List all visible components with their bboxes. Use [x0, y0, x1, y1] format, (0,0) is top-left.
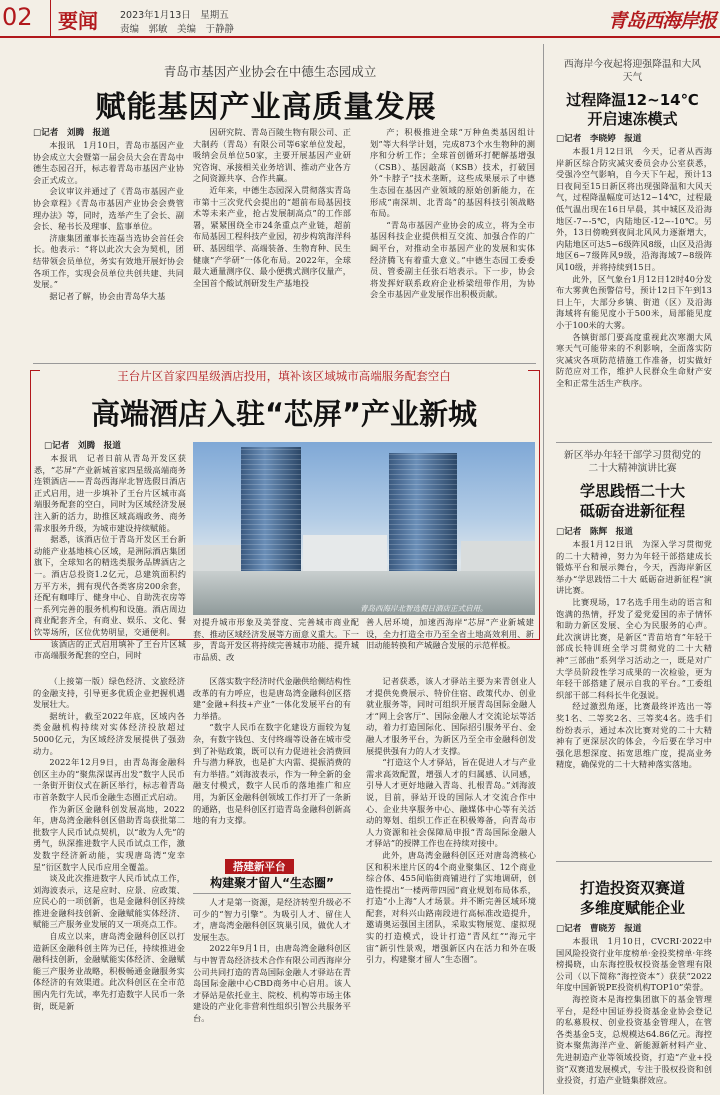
weather-byline: □记者 李晓婷 报道 [556, 134, 642, 144]
finance-subhead-rule [193, 893, 351, 894]
hotel-body-b2: 善人居环境，加速西海岸“芯屏”产业新城建设，全力打造全市乃至全省土地高效利用、新旧动能转换和产城融合发展的示范样板。 [366, 617, 534, 651]
finance-col3 [366, 676, 536, 1091]
paragraph: 会议审议并通过了《青岛市基因产业协会章程》《青岛市基因产业协会会费管理办法》等，同时，选举产生了会长、副会长、秘书长及理事、监事单位。 [33, 186, 184, 232]
page-editors: 责编 郭敏 美编 于静静 [120, 24, 235, 35]
article1-kicker: 青岛市基因产业协会在中德生态园成立 [163, 64, 377, 79]
investment-byline: □记者 曹晓芳 报道 [556, 924, 642, 934]
paragraph: “数字人民币在数字化建设方面较为复杂，有数字钱包、支付终端等设备在城市受到了补贴政策，既可以有力促进社会消费回升与潜力释放，也是扩大内需、提振消费的有力举措。”刘海波表示，作为一种全新的金融支付模式，数字人民币的落地推广和应用，为新区金融科创领域工作打开了一条新的通路，也是科创区打造青岛金融科创新高地的有力支撑。 [193, 722, 351, 826]
investment-body [556, 936, 712, 1087]
paragraph: 自成立以来，唐岛湾金融科创区以打造新区金融科创主阵为已任，持续推进金融科技创新，金融赋能实体经济、金融赋能三产服务业战略，积极畅通金融服务实体经济的有效渠道。此次科创区在全市范围内先行先试，率先打造数字人民币一条街，既是新 [33, 931, 185, 1011]
youth-body [556, 539, 712, 771]
header-rule [0, 36, 720, 38]
paragraph: “青岛市基因产业协会的成立，将为全市基因科技企业提供相互交流、加强合作的广阔平台，对推动全市基因产业的发展和实体经济腾飞有着重大意义。”中德生态园工委委员、管委副主任张石培表示。下一步，协会将发挥好联系政府企业桥梁纽带作用，为协会全市基因产业发展作出积极贡献。 [370, 219, 535, 300]
paragraph: 产；积极推进全球“万种鱼类基因组计划”等大科学计划，完成873个水生物种的测序和分析工作；全球首创循环打靶解基增强（CSB）、基因敲高（KSB）技术，打破国外“卡脖子”技术垄断，这些成果展示了中德生态园在基因产业领域的原始创新能力，在形成“南深圳、北青岛”的基因科技引领战略布局。 [370, 127, 535, 219]
paragraph: 比赛现场，17名选手用生动的语言和饱满的热情，抒发了爱党爱国的赤子情怀和助力新区发展、全心为民服务的心声。此次演讲比赛，是新区“青苗培育”年轻干部成长特训班全学习贯彻党的二十大精神“三部曲”系列学习活动之一，既是对广大学员阶段性学习成果的一次检验，更为年轻干部搭建了展示自我的平台。”工委组织部干部二科科长牛化强说。 [556, 596, 712, 700]
hotel-headline: 高端酒店入驻“芯屏”产业新城 [90, 397, 478, 431]
article1-divider [33, 363, 536, 364]
finance-col3-text [366, 676, 536, 966]
hotel-body-left [34, 453, 186, 662]
paragraph: 该酒店的正式启用填补了王台片区城市高端服务配套的空白，同时 [34, 638, 186, 661]
section-title: 要闻 [58, 9, 98, 33]
article1-headline: 赋能基因产业高质量发展 [95, 90, 437, 125]
investment-headline-2: 多维度赋能企业 [579, 899, 685, 917]
paragraph: 记者获悉，该人才驿站主要为来青创业人才提供免费展示、特价住宿、政策代办、创业就业服务等，同时可组织开展青岛国际金融人才“网上会客厅”、国际金融人才交流论坛等活动，着力打造国际化、国际招引服务平台、金融人才服务平台，为新区乃至全市金融科创发展提供强有力的人才支撑。 [366, 676, 536, 756]
finance-col1-text [33, 676, 185, 1012]
finance-col2-text [193, 676, 351, 827]
finance-subhead-title: 构建聚才留人“生态圈” [210, 876, 334, 890]
paragraph: 谈及此次推进数字人民币试点工作，刘海波表示，这是应时、应景、应政策、应民心的一项创新，也是金融科创区持续推进金融科技创新、金融赋能实体经济、赋能三产服务业发展的又一项亮点工作。 [33, 873, 185, 930]
weather-body [556, 146, 712, 389]
investment-headline-1: 打造投资双赛道 [579, 879, 685, 897]
paragraph: 据记者了解，协会由青岛华大基 [49, 290, 166, 301]
article1-col2-text [193, 127, 351, 289]
paragraph: 2022年9月1日，由唐岛湾金融科创区与中智青岛经济技术合作有限公司西海岸分公司共同打造的青岛国际金融人才驿站在青岛国际金融中心CBD商务中心启用。该人才驿站是依托业主、院校、机构等市场主体建设的产业化非营利性组织引智公共服务平台。 [193, 943, 351, 1023]
hotel-byline: □记者 刘腾 报道 [44, 441, 121, 451]
paragraph: 本报1月12日讯 今天，记者从西海岸新区综合防灾减灾委员会办公室获悉，受强冷空气影响，自今天下午起，预计13日夜间至15日新区将出现强降温和大风天气，过程降温幅度可达12~14℃，过程最低气温出现在16日早晨，其中城区及沿海地区-7~-5℃，内陆地区-12~-10℃。另外，13日傍晚到夜间北风风力逐渐增大，内陆地区可达5~6级阵风8级，山区及沿海地区6~7级阵风9级，沿海海域7~8级阵风10级，并将持续到15日。 [556, 146, 712, 272]
youth-kicker: 新区举办年轻干部学习贯彻党的二十大精神演讲比赛 [563, 450, 702, 474]
paragraph: 区落实数字经济时代金融供给侧结构性改革的有力呼应，也是唐岛湾金融科创区搭建“金融+科技+产业”一体化发展平台的有力举措。 [193, 676, 351, 721]
paragraph: 据悉，该酒店位于青岛开发区王台新动能产业基地核心区域，是洲际酒店集团旗下，全球知名的精选类服务品牌酒店之一。酒店总投资1.2亿元，总建筑面积约万平方米，拥有现代各类客房200余套，还配有咖啡厅、健身中心、自助洗衣房等一系列完善的服务机构和设施。酒店周边商业配套齐全，有商业、娱乐、文化、餐饮等场所，区位优势明显，交通便利。 [34, 534, 186, 637]
article1-col3 [370, 127, 535, 360]
weather-kicker: 西海岸今夜起将迎强降温和大风天气 [563, 59, 702, 83]
weather-headline-2: 开启速冻模式 [587, 110, 678, 128]
finance-col2b [193, 897, 351, 1091]
finance-col2b-text [193, 897, 351, 1025]
finance-col2 [193, 676, 351, 852]
paragraph: 作为新区金融科创发展高地，2022年，唐岛湾金融科创区借助青岛获批第二批数字人民币试点契机，以“敢为人先”的勇气，纵深推进数字人民币试点工作，激发数字经济新动能，实现唐岛湾“宠幸星”衍区数字人民币应用全覆盖。 [33, 803, 185, 872]
paragraph: 近年来，中德生态园深入贯彻落实青岛市第十三次党代会提出的“超前布局基因技术等未来产业，抢占发展制高点”的工作部署，紧紧围绕全市24条重点产业链，超前布局基因工程科技产业园，初步构筑海洋科研、基因组学、高端装备、生物育种、民生健康“产学研”一体化布局。2022年，全球最大通量测序仪、最小便携式测序仪量产，全国首个酸试剂研发生产基地投 [193, 184, 351, 288]
paragraph: 本报讯 1月10日，CVCRI·2022中国风险投资行业年度榜单·金投奖榜单·年终榜揭晓，山东海控股权投资基金管理有限公司（以下简称“海控资本”）获获“2022年度中国新锐PE投资机构TOP10”荣誉。 [556, 936, 712, 993]
paragraph: 据统计，截至2022年底，区域内各类金融机构持续对实体经济投放超过5000亿元，为区域经济发展提供了强劲动力。 [33, 710, 185, 756]
hotel-col-b2 [366, 617, 534, 651]
paragraph: 本报讯 记者日前从青岛开发区获悉，“芯屏”产业新城首家四星级高端商务连锁酒店——青岛西海岸北智选假日酒店正式启用，进一步填补了王台片区城市高端服务配套的空白，同时为区域经济发展注入新的活力，助推区域高端政务、商务需求服务升级，为城市建设持续赋能。 [34, 453, 186, 533]
article1-col3-text [370, 127, 535, 301]
hotel-kicker: 王台片区首家四星级酒店投用，填补该区域城市高端服务配套空白 [40, 368, 528, 384]
paragraph: 本报1月12日讯 为深入学习贯彻党的二十大精神，努力为年轻干部搭建成长锻炼平台和展示舞台，今天，西海岸新区举办“学思践悟二十大 砥砺奋进新征程”演讲比赛。 [556, 539, 712, 596]
article1-col1 [33, 140, 184, 360]
paragraph: 此外，区气象台1月12日12时40分发布大雾黄色预警信号，预计12日下午到13日上午，大部分乡镇、街道（区）及沿海海域将有能见度小于500米，局部能见度小于100米的大雾。 [556, 273, 712, 330]
investment-col [556, 936, 712, 1093]
finance-subhead-red: 搭建新平台 [225, 859, 294, 874]
paragraph: 各镇街部门要高度重视此次寒潮大风寒天气可能带来的不利影响，全面落实防灾减灾各项防范措施工作准备，切实做好防范应对工作，维护人民群众生命财产安全和正常生活生产秩序。 [556, 331, 712, 388]
paragraph: 本报讯 1月10日，青岛市基因产业协会成立大会暨第一届会员大会在青岛中德生态园召开，标志着青岛市基因产业协会正式成立。 [33, 140, 184, 185]
page-number: 02 [2, 3, 33, 31]
youth-divider [556, 861, 712, 862]
article1-byline: □记者 刘腾 报道 [33, 128, 110, 138]
hotel-photo [193, 442, 535, 615]
hotel-col-b1 [193, 617, 359, 662]
article1-col2 [193, 127, 351, 360]
paragraph: （上接第一版）绿色经济、文旅经济的金融支持，引导更多优质企业把握机遇发展壮大。 [33, 676, 185, 710]
paragraph: 因研究院、青岛百陵生物有限公司、正大制药（青岛）有限公司等6家单位发起，吸纳会员单位50家，主要开展基因产业研究咨询、承接相关业务培训、推动产业各方之间资源共享、合作共赢。 [193, 127, 351, 184]
masthead-logo: 青岛西海岸报 [608, 10, 717, 32]
article1-col1-text [33, 140, 184, 302]
weather-col [556, 146, 712, 436]
paragraph: 人才是第一资源，是经济转型升级必不可少的“智力引擎”。为吸引人才、留住人才，唐岛湾金融科创区筑巢引凤，做优人才发展生态。 [193, 897, 351, 942]
youth-headline-1: 学思践悟二十大 [579, 482, 685, 500]
issue-date: 2023年1月13日 星期五 [120, 10, 229, 21]
weather-headline-1: 过程降温12~14℃ [566, 91, 699, 109]
weather-divider [556, 442, 712, 443]
youth-byline: □记者 陈辉 报道 [556, 527, 633, 537]
youth-col [556, 539, 712, 857]
finance-col1 [33, 676, 185, 1091]
paragraph: 济康集团董事长连磊当选协会首任会长。他表示：“将以此次大会为契机，团结带领会员单位，务实有效地开展好协会各项工作，实现会员单位共创共建、共同发展。” [33, 232, 184, 290]
youth-headline-2: 砥砺奋进新征程 [579, 502, 685, 520]
paragraph: “打造这个人才驿站，旨在促进人才与产业需求高效配置，增强人才的归属感、认同感，引导人才更好地融入青岛、扎根青岛。”刘海波说，目前，驿站开设的国际人才交流合作中心、企业共享服务中心、融媒体中心等有关活动的筹划、组织工作正在积极筹备，向青岛市人力资源和社会保障局申报“青岛国际金融人才驿站”的授牌工作也在持续对接中。 [366, 757, 536, 849]
paragraph: 经过激烈角逐，比赛最终评选出一等奖1名、二等奖2名、三等奖4名。选手们纷纷表示，通过本次比赛对党的二十大精神有了更深层次的体会，今后要在学习中强化思想深度、拓宽思维广度，提高业务精度，确保党的二十大精神落实落地。 [556, 701, 712, 770]
hotel-body-b1: 对提升城市形象及美誉度、完善城市商业配套、推动区域经济发展等方面意义重大。下一步，青岛开发区将持续完善城市功能、提升城市品质、改 [193, 617, 359, 662]
paragraph: 此外，唐岛湾金融科创区还对唐岛湾核心区和积米崖片区的4个商业聚集区、12个商业综合体、455间临街商铺进行了实地调研，创造性提出“一楼两带四园”商业规划布局体系，打造“小上海”人才场景。并不断完善区域环境配套，对科兴山路南段进行高标准改造提升，邀请奥运强国主团队，采取实物展览、虚拟现实的打造模式，设计打造“青风红”“海元宇宙”新引性景观，增强新区内在活力和外在吸引力，构建聚才留人“生态圈”。 [366, 849, 536, 965]
paragraph: 海控资本是海控集团旗下的基金管理平台，是经中国证券投资基金业协会登记的私募股权、创业投资基金管理人，在管各类基金5支，总规模达64.86亿元。海控资本聚焦海洋产业、新能源新材料产业、先进制造产业等领域投资，打造“产业+投资”双赛道发展模式，专注于股权投资和创业投资，打造产业链集群效应。 [556, 993, 712, 1086]
right-column-divider [543, 44, 544, 1094]
paragraph: 2022年12月9日，由青岛海金融科创区主办的“聚焦深谋再出发”数字人民币一条街开街仪式在新区举行，标志着青岛市首条数字人民币金融生态圈正式启动。 [33, 757, 185, 802]
hotel-col-left [34, 453, 186, 661]
hotel-photo-caption: 青岛西海岸北智选假日酒店正式启用。 [360, 604, 488, 613]
